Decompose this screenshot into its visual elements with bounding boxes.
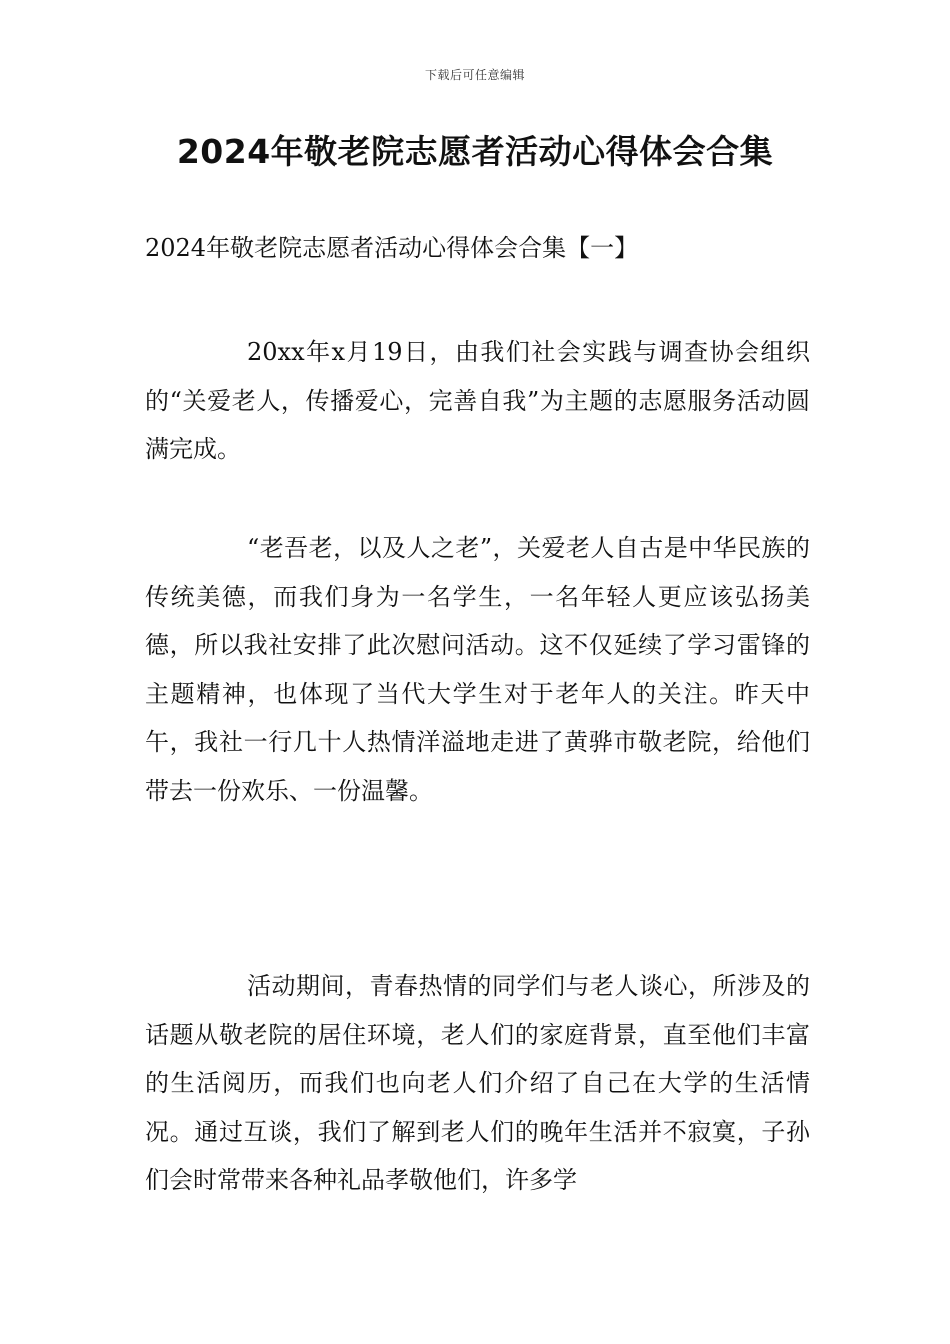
header-note: 下载后可任意编辑 (424, 68, 525, 82)
paragraph-2: “老吾老，以及人之老”，关爱老人自古是中华民族的传统美德，而我们身为一名学生，一名年轻人更应该弘扬美德，所以我社安排了此次慰问活动。这不仅延续了学习雷锋的主题精神，也体现了当代大学生对于老年人的关注。昨天中午，我社一行几十人热情洋溢地走进了黄骅市敬老院，给他们带去一份欢乐、一份温馨。 (145, 534, 810, 805)
section-heading: 2024年敬老院志愿者活动心得体会合集【一】 (145, 234, 639, 262)
paragraph-3: 活动期间，青春热情的同学们与老人谈心，所涉及的话题从敬老院的居住环境，老人们的家庭背景，直至他们丰富的生活阅历，而我们也向老人们介绍了自己在大学的生活情况。通过互谈，我们了解到老人们的晚年生活并不寂寞，子孙们会时常带来各种礼品孝敬他们，许多学 (145, 972, 810, 1195)
paragraph-1: 20xx年x月19日，由我们社会实践与调查协会组织的“关爱老人，传播爱心，完善自我”为主题的志愿服务活动圆满完成。 (145, 338, 810, 464)
document-title: 2024年敬老院志愿者活动心得体会合集 (176, 132, 774, 171)
